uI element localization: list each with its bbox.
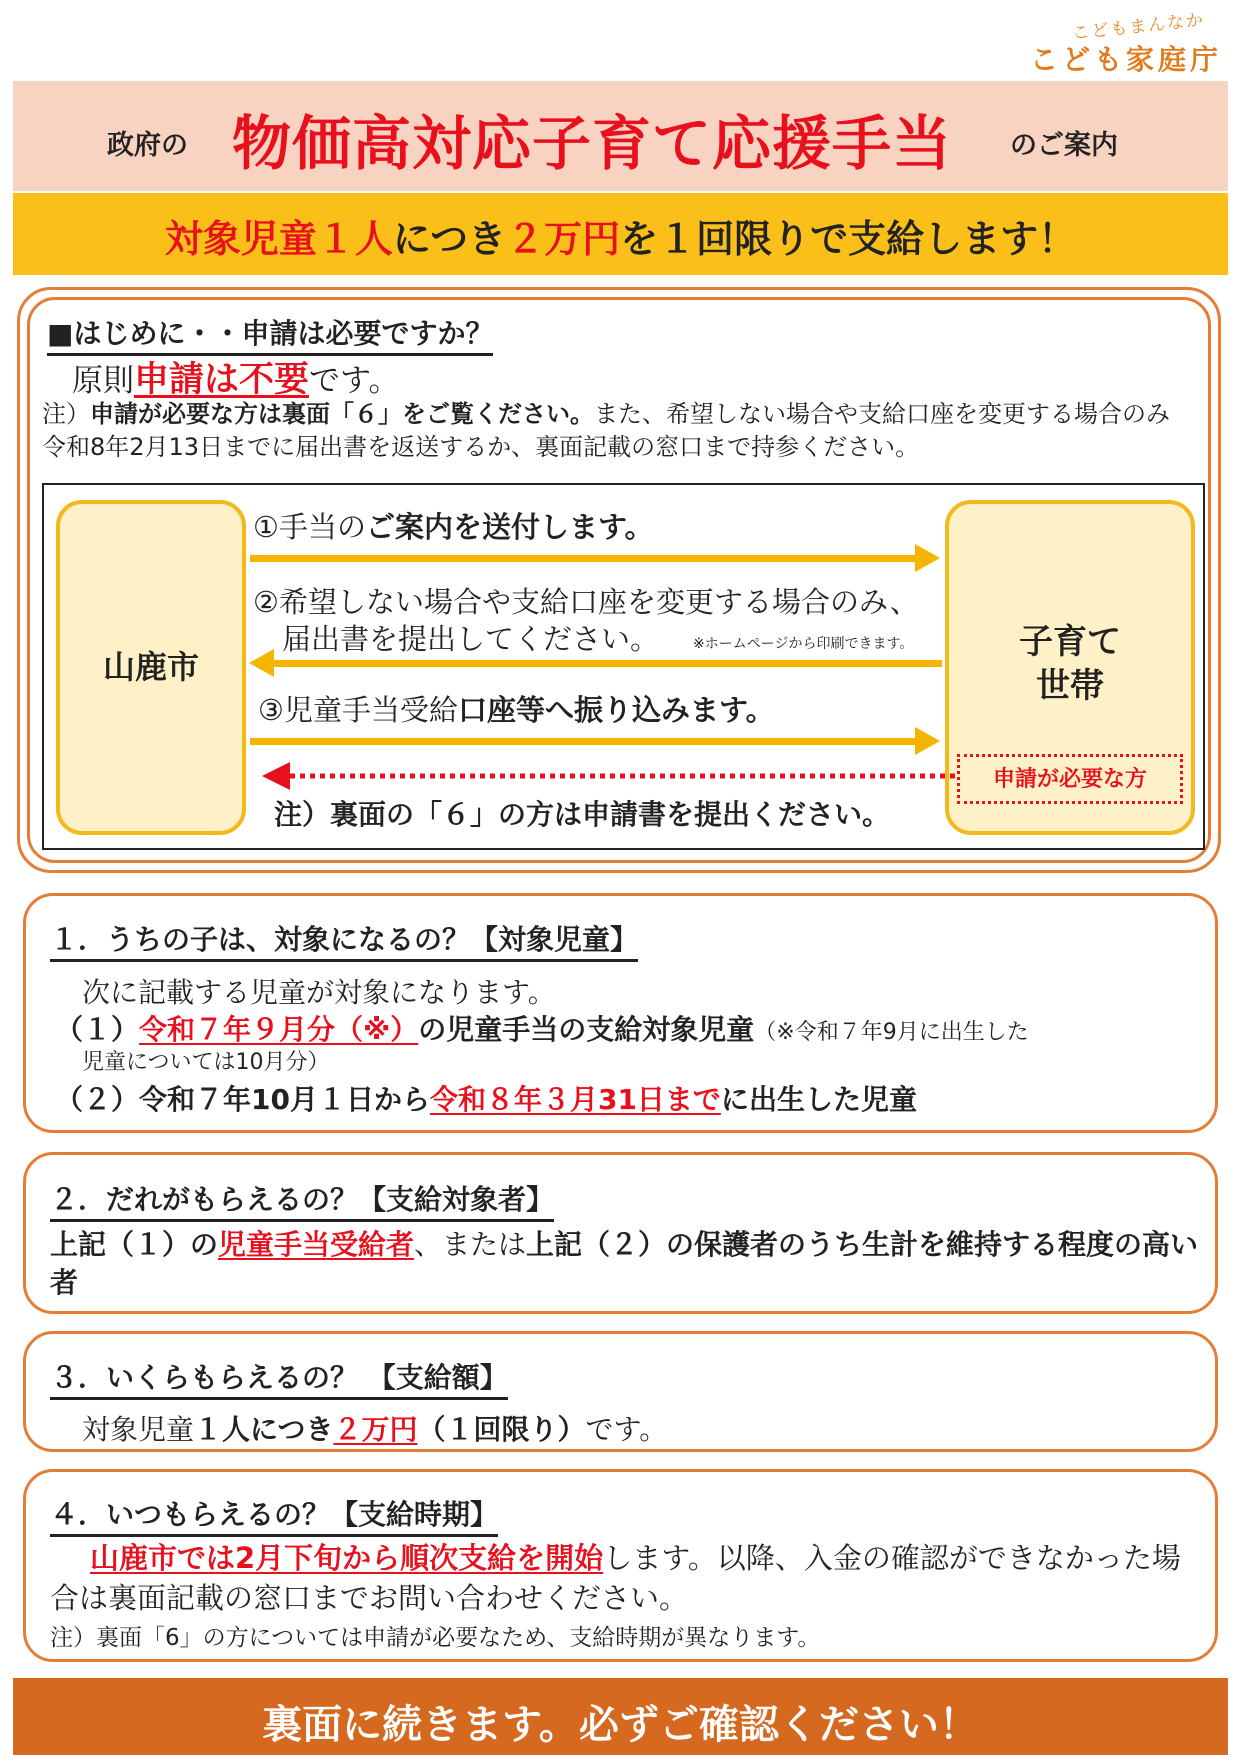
step1-bold: ご案内を送付します。 bbox=[366, 510, 654, 544]
page-title: 物価高対応子育て応援手当 bbox=[232, 109, 953, 178]
application-required-label: 申請が必要な方 bbox=[992, 767, 1147, 792]
subtitle-amount: ２万円 bbox=[506, 217, 621, 261]
step1-pre: ①手当の bbox=[253, 510, 366, 544]
step2-text-line2: 届出書を提出してください。 bbox=[282, 622, 660, 656]
section1-item2-pre: （２）令和７年10月１日から bbox=[55, 1083, 430, 1116]
section1-item2 bbox=[55, 1078, 917, 1118]
section2-body-highlight: 児童手当受給者 bbox=[218, 1228, 415, 1261]
section2-body bbox=[50, 1226, 1200, 1302]
section1-item2-highlight: 令和８年３月31日まで bbox=[429, 1083, 721, 1116]
section3-body bbox=[82, 1408, 667, 1448]
intro-note-pre: 注） bbox=[42, 400, 90, 428]
subtitle-target: 対象児童１人 bbox=[164, 217, 393, 261]
section4-note: 注）裏面「6」の方については申請が必要なため、支給時期が異なります。 bbox=[50, 1625, 821, 1651]
step3-text bbox=[258, 688, 775, 729]
section2-body-b: 、または bbox=[414, 1228, 527, 1261]
diagram-note: 注）裏面の「６」の方は申請書を提出ください。 bbox=[274, 798, 891, 831]
title-suffix: のご案内 bbox=[1010, 130, 1118, 161]
intro-body-post: です。 bbox=[309, 363, 400, 399]
section1-item1-highlight: 令和７年９月分（※） bbox=[139, 1013, 419, 1046]
arrow-right-step1 bbox=[250, 544, 940, 572]
section1-item1-note: （※令和７年9月に出生した bbox=[754, 1020, 1029, 1045]
section2-body-c: 上記（２）の保護者のうち生計を維持する程度の高い者 bbox=[50, 1228, 1199, 1299]
subtitle-rest: を１回限りで支給します！ bbox=[620, 217, 1077, 261]
logo-tagline: こどもまんなか bbox=[1071, 10, 1206, 44]
section1-item1-note-cont: 児童については10月分） bbox=[82, 1050, 330, 1075]
intro-note-bold: 申請が必要な方は裏面「６」をご覧ください。 bbox=[90, 400, 594, 428]
section1-heading: １．うちの子は、対象になるの？【対象児童】 bbox=[50, 918, 638, 962]
step2-text-line1: ②希望しない場合や支給口座を変更する場合のみ、 bbox=[253, 585, 919, 619]
family-label-line1: 子育て bbox=[1019, 622, 1121, 662]
section4-body-rest: します。以降、入金の確認ができなかった場合は裏面記載の窓口までお問い合わせください。 bbox=[50, 1541, 1181, 1615]
section2-body-a: 上記（１）の bbox=[50, 1228, 219, 1261]
section3-body-b: １人につき bbox=[194, 1413, 334, 1446]
title-prefix: 政府の bbox=[107, 130, 188, 161]
arrow-right-step3 bbox=[250, 727, 940, 755]
step3-pre: ③児童手当受給 bbox=[258, 693, 458, 727]
section3-body-d: です。 bbox=[585, 1413, 668, 1446]
section3-heading: ３．いくらもらえるの？ 【支給額】 bbox=[50, 1356, 508, 1400]
intro-body-highlight: 申請は不要 bbox=[134, 360, 310, 400]
intro-note-rest: また、希望しない場合や支給口座を変更する場合のみ令和8年2月13日までに届出書を返送するか、裏面記載の窓口まで持参ください。 bbox=[42, 400, 1170, 461]
section3-body-c: （１回限り） bbox=[417, 1413, 586, 1446]
intro-body-pre: 原則 bbox=[72, 363, 134, 399]
section4-heading: ４．いつもらえるの？【支給時期】 bbox=[50, 1493, 498, 1537]
section1-item1-rest: の児童手当の支給対象児童 bbox=[418, 1013, 755, 1046]
section1-item1-num: （１） bbox=[55, 1013, 140, 1046]
family-label-line2: 世帯 bbox=[1036, 666, 1104, 706]
section1-item2-post: に出生した児童 bbox=[720, 1083, 917, 1116]
intro-heading: ■はじめに・・申請は必要ですか？ bbox=[47, 312, 493, 356]
step2-note: ※ホームページから印刷できます。 bbox=[693, 636, 914, 652]
section3-body-a: 対象児童 bbox=[82, 1413, 195, 1446]
section1-item1 bbox=[55, 1008, 1029, 1048]
footer-text: 裏面に続きます。必ずご確認ください！ bbox=[262, 1702, 979, 1748]
city-label: 山鹿市 bbox=[102, 648, 199, 686]
section4-body-highlight: 山鹿市では2月下旬から順次支給を開始 bbox=[90, 1541, 604, 1575]
step1-text bbox=[253, 505, 654, 546]
step3-bold: 口座等へ振り込みます。 bbox=[458, 693, 775, 727]
agency-logo: こども家庭庁 bbox=[1030, 43, 1223, 76]
subtitle-per: につき bbox=[392, 217, 507, 261]
section3-body-highlight: ２万円 bbox=[333, 1413, 418, 1446]
section1-intro: 次に記載する児童が対象になります。 bbox=[82, 976, 556, 1009]
section2-heading: ２．だれがもらえるの？【支給対象者】 bbox=[50, 1178, 554, 1222]
arrow-left-application bbox=[262, 762, 955, 790]
section4-body bbox=[50, 1538, 1200, 1618]
